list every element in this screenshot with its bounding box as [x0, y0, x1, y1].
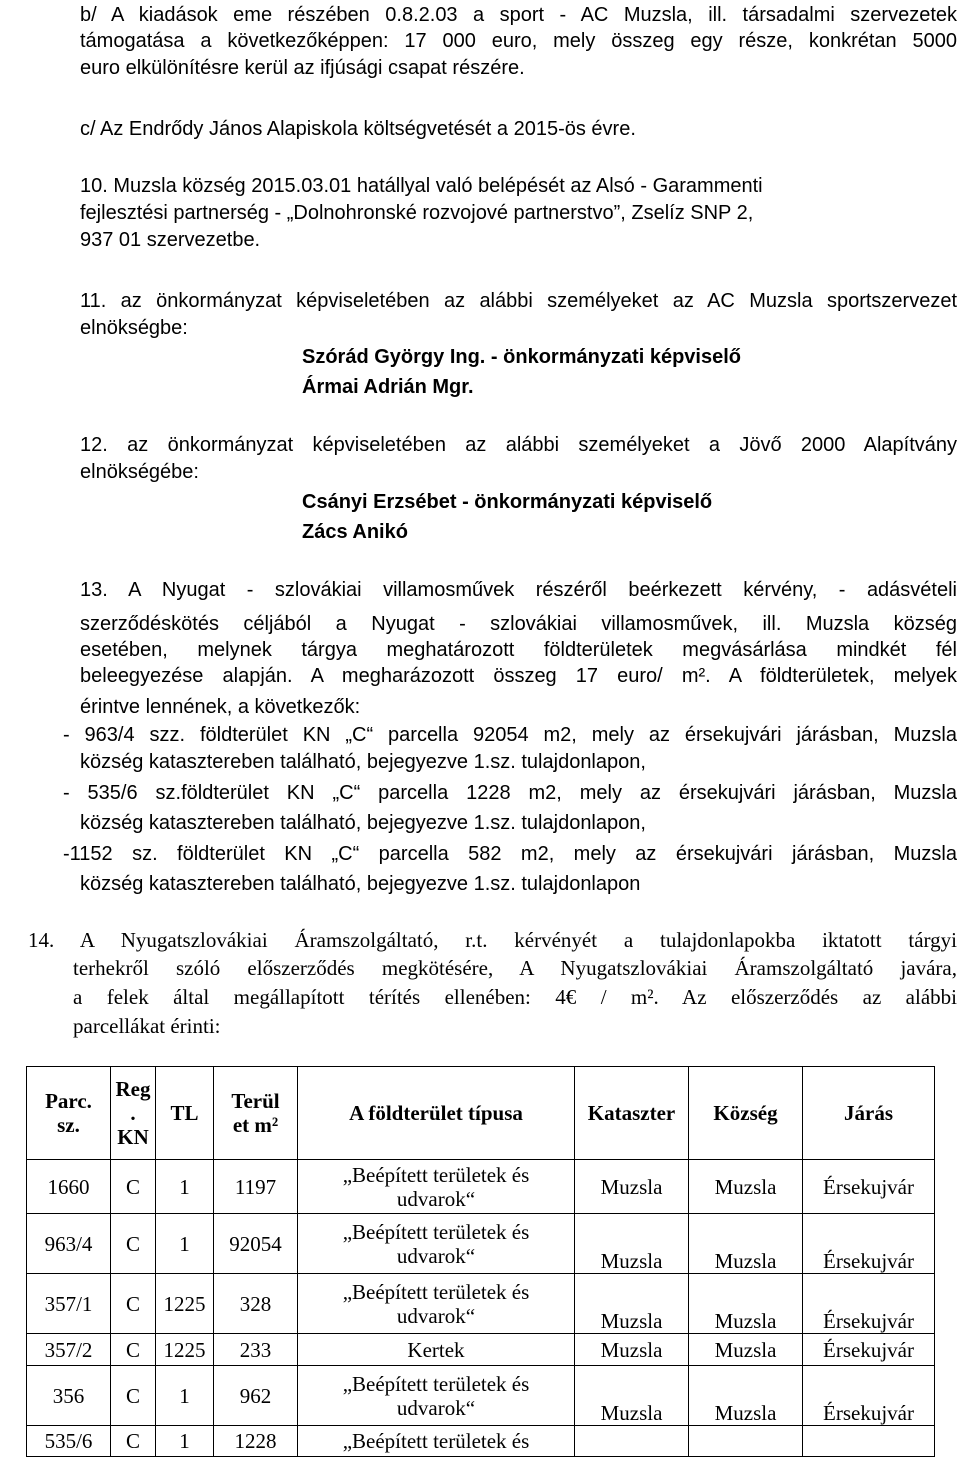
header-area: Terül et m² [214, 1067, 298, 1160]
item-13-line-2: szerződéskötés céljából a Nyugat - szlovákiai villamosművek, ill. Muzsla község [80, 613, 957, 635]
cell-parc: 1660 [27, 1160, 111, 1214]
item-11-line-1: 11. az önkormányzat képviseletében az alábbi személyeket az AC Muzsla sportszervezet [80, 290, 957, 312]
header-parc: Parc. sz. [27, 1067, 111, 1160]
cell-tl: 1 [156, 1214, 214, 1274]
cell-area: 962 [214, 1366, 298, 1426]
table-row [27, 1366, 935, 1426]
cell-reg: C [111, 1334, 156, 1366]
item-13-parcel-3-line-1: -1152 sz. földterület KN „C“ parcella 582 m2, mely az érsekujvári járásban, Muzsla [63, 843, 957, 865]
item-13-line-3: esetében, melynek tárgya meghatározott földterületek megvásárlása mindkét fél [80, 639, 957, 661]
cell-type: „Beépített területek és [298, 1426, 575, 1457]
header-type: A földterület típusa [298, 1067, 575, 1160]
cell-jaras: Érsekujvár [803, 1214, 935, 1274]
cell-type: „Beépített területek és udvarok“ [298, 1160, 575, 1214]
cell-type: „Beépített területek és udvarok“ [298, 1214, 575, 1274]
item-13-line-5: érintve lennének, a következők: [80, 696, 361, 718]
table-row [27, 1214, 935, 1274]
cell-area: 328 [214, 1274, 298, 1334]
item-14-line-2: terhekről szóló előszerződés megkötésére, A Nyugatszlovákiai Áramszolgáltató javára, [73, 956, 957, 980]
section-b-line-3: euro elkülönítésre kerül az ifjúsági csapat részére. [80, 57, 525, 79]
item-12-person-1: Csányi Erzsébet - önkormányzati képviselő [302, 491, 713, 513]
cell-type: „Beépített területek és udvarok“ [298, 1274, 575, 1334]
cell-kozseg: Muzsla [689, 1334, 803, 1366]
cell-jaras [803, 1426, 935, 1457]
cell-type: Kertek [298, 1334, 575, 1366]
item-12-line-2: elnökségébe: [80, 461, 199, 483]
parcel-table [26, 1066, 935, 1457]
cell-reg: C [111, 1274, 156, 1334]
cell-reg: C [111, 1426, 156, 1457]
table-row [27, 1334, 935, 1366]
cell-type: „Beépített területek és udvarok“ [298, 1366, 575, 1426]
item-13-parcel-2-line-2: község katasztereben található, bejegyezve 1.sz. tulajdonlapon, [80, 812, 646, 834]
cell-area: 92054 [214, 1214, 298, 1274]
cell-area: 233 [214, 1334, 298, 1366]
cell-parc: 963/4 [27, 1214, 111, 1274]
cell-kataszter: Muzsla [575, 1274, 689, 1334]
item-14-line-1: 14. A Nyugatszlovákiai Áramszolgáltató, r.t. kérvényét a tulajdonlapokba iktatott tárgyi [28, 928, 957, 952]
section-b-line-1: b/ A kiadások eme részében 0.8.2.03 a sport - AC Muzsla, ill. társadalmi szervezetek [80, 4, 957, 26]
cell-tl: 1 [156, 1366, 214, 1426]
header-reg: Reg . KN [111, 1067, 156, 1160]
item-13-line-1: 13. A Nyugat - szlovákiai villamosművek részéről beérkezett kérvény, - adásvételi [80, 579, 957, 601]
cell-jaras: Érsekujvár [803, 1160, 935, 1214]
item-13-parcel-3-line-2: község katasztereben található, bejegyezve 1.sz. tulajdonlapon [80, 873, 641, 895]
cell-parc: 356 [27, 1366, 111, 1426]
cell-parc: 535/6 [27, 1426, 111, 1457]
item-10-line-1: 10. Muzsla község 2015.03.01 hatállyal való belépését az Alsó - Garammenti [80, 175, 763, 197]
item-13-line-4: beleegyezése alapján. A megharázozott összeg 17 euro/ m². A földterületek, melyek [80, 665, 957, 687]
cell-parc: 357/1 [27, 1274, 111, 1334]
item-13-parcel-1-line-1: - 963/4 szz. földterület KN „C“ parcella 92054 m2, mely az érsekujvári járásban, Muzsla [63, 724, 957, 746]
cell-tl: 1 [156, 1426, 214, 1457]
cell-kozseg: Muzsla [689, 1214, 803, 1274]
header-kozseg: Község [689, 1067, 803, 1160]
header-tl: TL [156, 1067, 214, 1160]
cell-kozseg [689, 1426, 803, 1457]
item-10-line-3: 937 01 szervezetbe. [80, 229, 261, 251]
item-14-line-3: a felek által megállapított térítés ellenében: 4€ / m². Az előszerződés az alábbi [73, 985, 957, 1009]
cell-tl: 1 [156, 1160, 214, 1214]
item-12-person-2: Zács Anikó [302, 521, 408, 543]
cell-jaras: Érsekujvár [803, 1274, 935, 1334]
cell-kataszter: Muzsla [575, 1160, 689, 1214]
cell-reg: C [111, 1214, 156, 1274]
cell-kataszter: Muzsla [575, 1214, 689, 1274]
section-b-line-2: támogatása a következőképpen: 17 000 euro, mely összeg egy része, konkrétan 5000 [80, 30, 957, 52]
item-13-parcel-2-line-1: - 535/6 sz.földterület KN „C“ parcella 1228 m2, mely az érsekujvári járásban, Muzsla [63, 782, 957, 804]
table-row [27, 1426, 935, 1457]
table-row [27, 1160, 935, 1214]
cell-tl: 1225 [156, 1334, 214, 1366]
section-c-line: c/ Az Endrődy János Alapiskola költségvetését a 2015-ös évre. [80, 118, 636, 140]
cell-tl: 1225 [156, 1274, 214, 1334]
header-kataszter: Kataszter [575, 1067, 689, 1160]
cell-kataszter: Muzsla [575, 1366, 689, 1426]
item-12-line-1: 12. az önkormányzat képviseletében az alábbi személyeket a Jövő 2000 Alapítvány [80, 434, 957, 456]
cell-reg: C [111, 1160, 156, 1214]
cell-jaras: Érsekujvár [803, 1366, 935, 1426]
cell-kataszter: Muzsla [575, 1334, 689, 1366]
cell-parc: 357/2 [27, 1334, 111, 1366]
cell-area: 1228 [214, 1426, 298, 1457]
cell-kozseg: Muzsla [689, 1366, 803, 1426]
header-jaras: Járás [803, 1067, 935, 1160]
item-11-person-1: Szórád György Ing. - önkormányzati képviselő [302, 346, 741, 368]
cell-area: 1197 [214, 1160, 298, 1214]
table-row [27, 1274, 935, 1334]
item-14-line-4: parcellákat érinti: [73, 1014, 221, 1038]
cell-jaras: Érsekujvár [803, 1334, 935, 1366]
item-13-parcel-1-line-2: község katasztereben található, bejegyezve 1.sz. tulajdonlapon, [80, 751, 646, 773]
cell-kozseg: Muzsla [689, 1274, 803, 1334]
cell-reg: C [111, 1366, 156, 1426]
cell-kozseg: Muzsla [689, 1160, 803, 1214]
table-header-row [27, 1067, 935, 1160]
cell-kataszter [575, 1426, 689, 1457]
item-11-person-2: Ármai Adrián Mgr. [302, 376, 474, 398]
item-10-line-2: fejlesztési partnerség - „Dolnohronské rozvojové partnerstvo”, Zselíz SNP 2, [80, 202, 754, 224]
item-11-line-2: elnökségbe: [80, 317, 188, 339]
